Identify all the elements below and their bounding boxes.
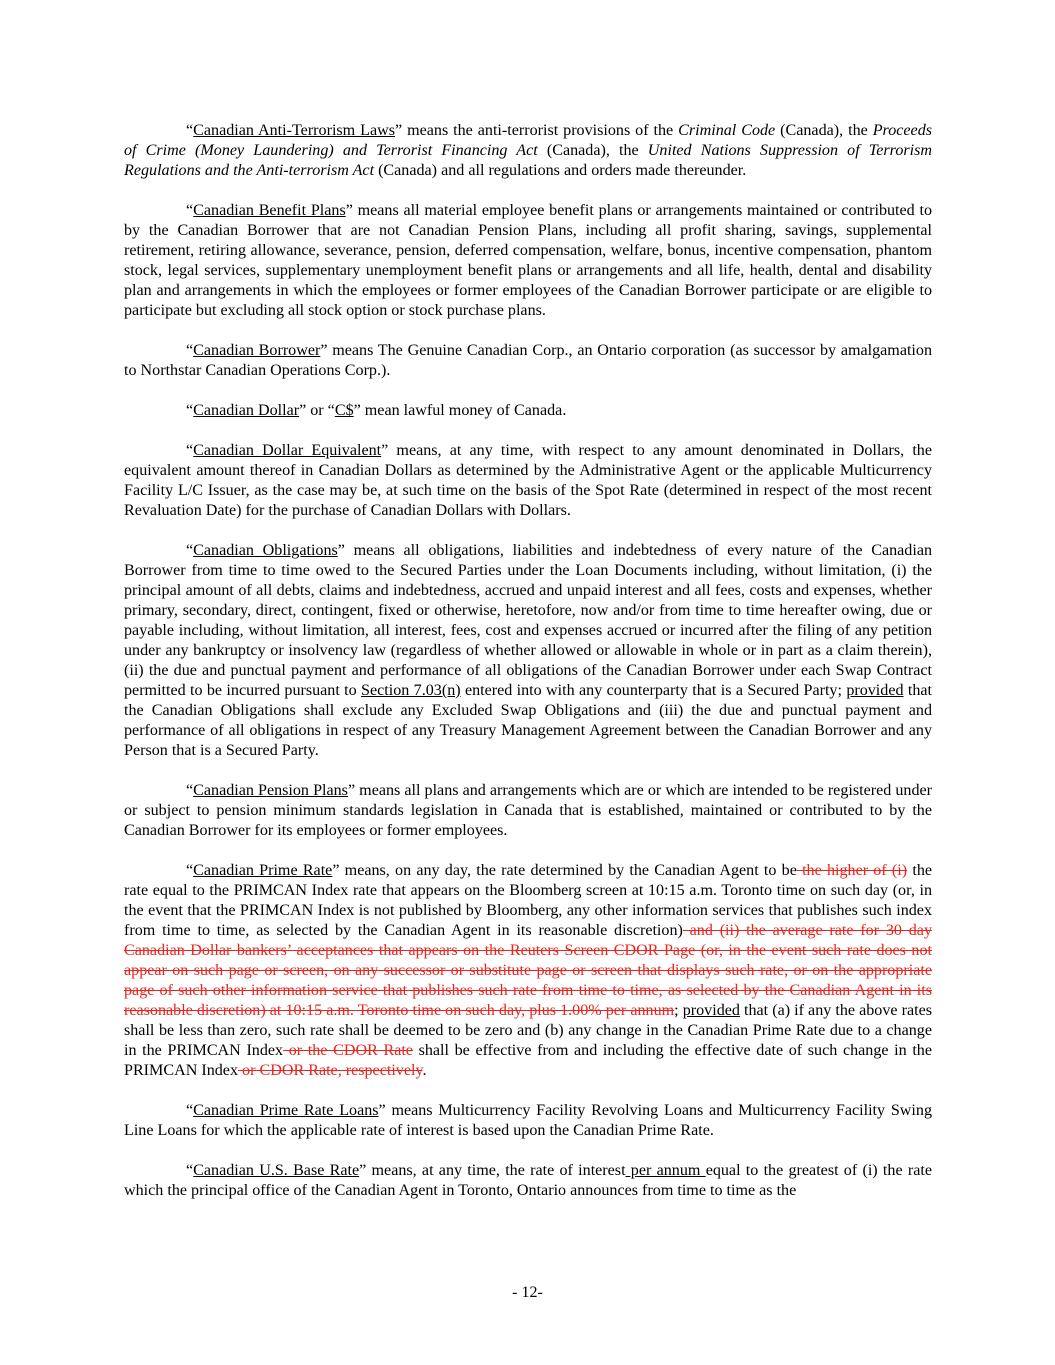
italic-title: Criminal Code	[678, 122, 776, 139]
definition-canadian-anti-terrorism-laws	[124, 121, 932, 181]
underlined-term: Canadian Prime Rate Loans	[193, 1102, 379, 1119]
deleted-text: or the CDOR Rate	[283, 1042, 413, 1059]
text-segment: “	[186, 862, 194, 879]
text-segment: ” means all plans and arrangements which are or which are intended to be registered under or subject to pension minimum standards legislation in Canada that is established, maintained or contributed to by the Canadian Borrower for its employees or former employees.	[124, 782, 932, 839]
deleted-text: or CDOR Rate, respectively	[238, 1062, 423, 1079]
text-segment: “	[186, 342, 194, 359]
underlined-term: per annum	[625, 1162, 706, 1179]
underlined-term: provided	[846, 682, 904, 699]
text-segment: equal to the greatest of (i) the rate which the principal office of the Canadian Agent in Toronto, Ontario announces from time to time as the	[124, 1162, 932, 1199]
text-segment: “	[186, 122, 194, 139]
definition-canadian-pension-plans	[124, 781, 932, 841]
underlined-term: C$	[334, 402, 354, 419]
underlined-term: Canadian U.S. Base Rate	[193, 1162, 360, 1179]
underlined-term: Canadian Borrower	[193, 342, 321, 359]
definition-canadian-dollar	[124, 401, 932, 421]
text-segment: (Canada) and all regulations and orders made thereunder.	[374, 162, 747, 179]
text-segment: that the Canadian Obligations shall exclude any Excluded Swap Obligations and (iii) the due and punctual payment and performance of all obligations in respect of any Treasury Management Agreement between the Canadian Borrower and any Person that is a Secured Party.	[124, 682, 933, 759]
text-segment: (Canada), the	[775, 122, 873, 139]
text-segment: “	[186, 1162, 194, 1179]
italic-title: Proceeds of Crime (Money Laundering) and Terrorist Financing Act	[124, 122, 933, 159]
text-segment: ” mean lawful money of Canada.	[353, 402, 567, 419]
text-segment: “	[186, 202, 194, 219]
text-segment: “	[186, 1102, 194, 1119]
underlined-term: Section 7.03(n)	[361, 682, 461, 699]
text-segment: “	[186, 542, 194, 559]
text-segment: .	[422, 1062, 427, 1079]
text-segment: ” means all obligations, liabilities and indebtedness of every nature of the Canadian Borrower from time to time owed to the Secured Parties under the Loan Documents including, without limitation, (i) the principal amount of all debts, claims and indebtedness, accrued and unpaid interest and all fees, costs and expenses, whether primary, secondary, direct, contingent, fixed or otherwise, heretofore, now and/or from time to time hereafter owing, due or payable including, without limitation, all interest, fees, cost and expenses accrued or incurred after the filing of any petition under any bankruptcy or insolvency law (regardless of whether allowed or allowable in whole or in part as a claim therein), (ii) the due and punctual payment and performance of all obligations of the Canadian Borrower under each Swap Contract permitted to be incurred pursuant to	[124, 542, 933, 699]
text-segment: ;	[674, 1002, 683, 1019]
text-segment: that (a) if any the above rates shall be less than zero, such rate shall be deemed to be zero and (b) any change in the Canadian Prime Rate due to a change in the PRIMCAN Index	[124, 1002, 932, 1059]
document-page	[124, 121, 932, 1221]
underlined-term: Canadian Prime Rate	[193, 862, 333, 879]
underlined-term: Canadian Dollar Equivalent	[193, 442, 382, 459]
text-segment: entered into with any counterparty that is a Secured Party;	[460, 682, 847, 699]
text-segment: the rate equal to the PRIMCAN Index rate that appears on the Bloomberg screen at 10:15 a.m. Toronto time on such day (or, in the event that the PRIMCAN Index is not published by Bloomberg, any other information services that publishes such index from time to time, as selected by the Canadian Agent in its reasonable discretion)	[124, 862, 933, 939]
text-segment: ” means, at any time, with respect to any amount denominated in Dollars, the equivalent amount thereof in Canadian Dollars as determined by the Administrative Agent or the applicable Multicurrency Facility L/C Issuer, as the case may be, at such time on the basis of the Spot Rate (determined in respect of the most recent Revaluation Date) for the purchase of Canadian Dollars with Dollars.	[124, 442, 932, 519]
underlined-term: Canadian Obligations	[193, 542, 338, 559]
definition-canadian-obligations	[124, 541, 932, 761]
definition-canadian-us-base-rate	[124, 1161, 932, 1201]
definition-canadian-prime-rate-loans	[124, 1101, 932, 1141]
underlined-term: Canadian Benefit Plans	[193, 202, 346, 219]
deleted-text: and (ii) the average rate for 30 day Canadian Dollar bankers’ acceptances that appears on the Reuters Screen CDOR Page (or, in the event such rate does not appear on such page or screen, on any successor or substitute page or screen that displays such rate, or on the appropriate page of such other information service that publishes such rate from time to time, as selected by the Canadian Agent in its reasonable discretion) at 10:15 a.m. Toronto time on such day, plus 1.00% per annum	[124, 922, 932, 1019]
underlined-term: Canadian Dollar	[193, 402, 300, 419]
underlined-term: Canadian Pension Plans	[193, 782, 348, 799]
definition-canadian-benefit-plans	[124, 201, 932, 321]
italic-title: United Nations Suppression of Terrorism Regulations and the Anti-terrorism Act	[124, 142, 932, 179]
text-segment: shall be effective from and including the effective date of such change in the PRIMCAN Index	[124, 1042, 932, 1079]
definition-canadian-borrower	[124, 341, 932, 381]
deleted-text: the higher of (i)	[796, 862, 908, 879]
underlined-term: provided	[682, 1002, 740, 1019]
text-segment: “	[186, 782, 194, 799]
underlined-term: Canadian Anti-Terrorism Laws	[193, 122, 395, 139]
text-segment: (Canada), the	[537, 142, 648, 159]
page-number: - 12-	[512, 1284, 543, 1301]
text-segment: ” means Multicurrency Facility Revolving Loans and Multicurrency Facility Swing Line Loans for which the applicable rate of interest is based upon the Canadian Prime Rate.	[124, 1102, 932, 1139]
text-segment: ” means the anti-terrorist provisions of the	[395, 122, 679, 139]
text-segment: ” means, at any time, the rate of interest	[359, 1162, 626, 1179]
text-segment: ” means The Genuine Canadian Corp., an Ontario corporation (as successor by amalgamation to Northstar Canadian Operations Corp.).	[124, 342, 932, 379]
text-segment: ” or “	[299, 402, 335, 419]
definition-canadian-prime-rate	[124, 861, 932, 1081]
text-segment: “	[186, 442, 194, 459]
definition-canadian-dollar-equivalent	[124, 441, 932, 521]
text-segment: “	[186, 402, 194, 419]
text-segment: ” means, on any day, the rate determined by the Canadian Agent to be	[332, 862, 797, 879]
text-segment: ” means all material employee benefit plans or arrangements maintained or contributed to by the Canadian Borrower that are not Canadian Pension Plans, including all profit sharing, savings, supplemental retirement, retiring allowance, severance, pension, deferred compensation, welfare, bonus, incentive compensation, phantom stock, legal services, supplementary unemployment benefit plans or arrangements and all life, health, dental and disability plan and arrangements in which the employees or former employees of the Canadian Borrower participate or are eligible to participate but excluding all stock option or stock purchase plans.	[124, 202, 932, 319]
